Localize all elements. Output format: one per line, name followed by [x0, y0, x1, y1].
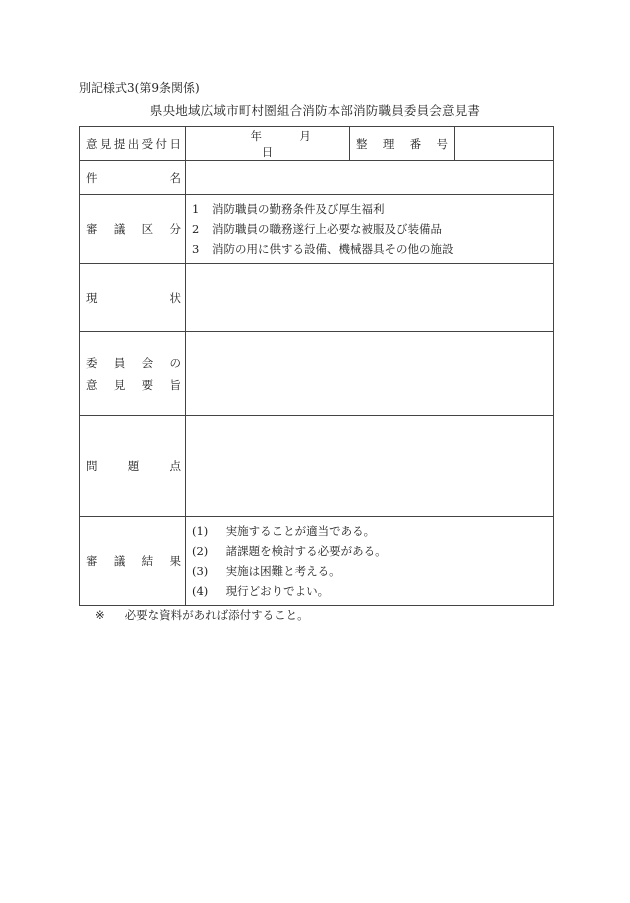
opinion-label: 委 員 会 の 意 見 要 旨: [80, 332, 186, 416]
problem-row: [80, 416, 554, 517]
result-option[interactable]: (4) 現行どおりでよい。: [192, 584, 330, 598]
status-field[interactable]: [186, 264, 554, 332]
month-label: 月: [299, 128, 311, 143]
category-row: [80, 195, 554, 264]
reference-number-field[interactable]: [455, 127, 554, 161]
form-label: 別記様式3(第9条関係): [79, 81, 200, 95]
category-option[interactable]: 2 消防職員の職務遂行上必要な被服及び装備品: [192, 222, 442, 236]
problem-label: 問 題 点: [80, 416, 186, 517]
opinion-row: [80, 332, 554, 416]
day-label: 日: [261, 144, 274, 159]
footnote-text: 必要な資料があれば添付すること。: [124, 608, 309, 622]
receipt-row: [80, 127, 554, 161]
year-label: 年: [250, 128, 263, 143]
document-title: 県央地域広域市町村圏組合消防本部消防職員委員会意見書: [149, 103, 481, 118]
subject-row: [80, 161, 554, 195]
reference-number-label: 整 理 番 号: [350, 127, 455, 161]
category-options: [186, 195, 554, 264]
receipt-date-label: 意 見 提 出 受 付 日: [80, 127, 186, 161]
result-option[interactable]: (1) 実施することが適当である。: [192, 524, 376, 538]
result-option[interactable]: (3) 実施は困難と考える。: [192, 564, 341, 578]
result-option[interactable]: (2) 諸課題を検討する必要がある。: [192, 544, 387, 558]
subject-label: 件 名: [80, 161, 186, 195]
category-option[interactable]: 3 消防の用に供する設備、機械器具その他の施設: [192, 242, 454, 256]
category-label: 審 議 区 分: [80, 195, 186, 264]
reference-mark-icon: ※: [95, 608, 105, 622]
status-row: [80, 264, 554, 332]
subject-field[interactable]: [186, 161, 554, 195]
receipt-date-field[interactable]: [186, 127, 350, 161]
result-options: [186, 517, 554, 606]
result-label: 審 議 結 果: [80, 517, 186, 606]
opinion-field[interactable]: [186, 332, 554, 416]
opinion-form-table: [79, 126, 554, 606]
result-row: [80, 517, 554, 606]
status-label: 現 状: [80, 264, 186, 332]
problem-field[interactable]: [186, 416, 554, 517]
footnote: [95, 607, 309, 623]
category-option[interactable]: 1 消防職員の勤務条件及び厚生福利: [192, 202, 385, 216]
